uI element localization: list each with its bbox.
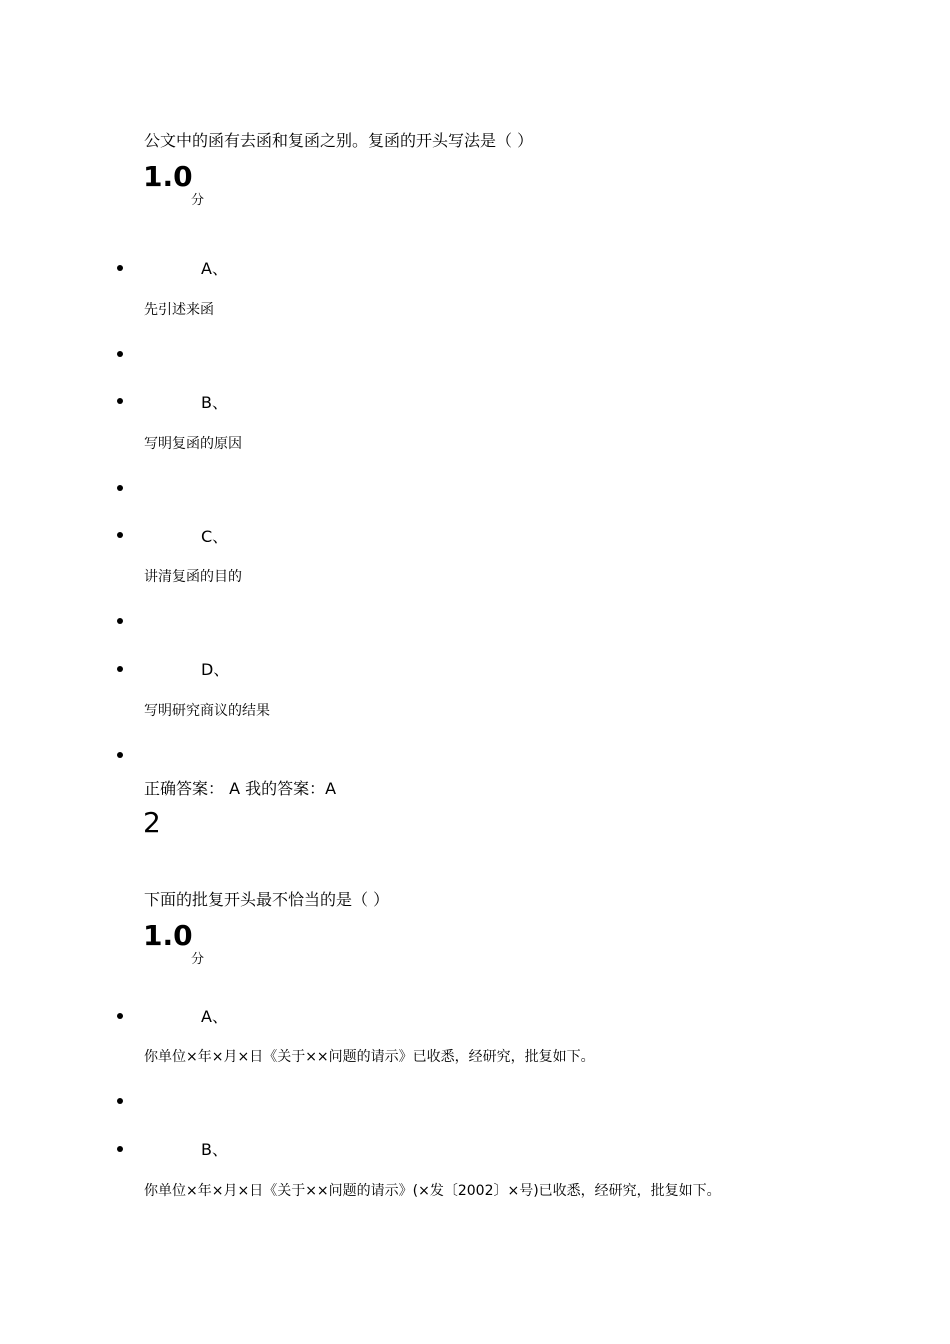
bullet-icon: [117, 666, 123, 672]
q1-option-c-letter[interactable]: C、: [201, 527, 229, 546]
q1-option-b-text: 写明复函的原因: [144, 436, 242, 452]
q2-option-a-letter[interactable]: A、: [201, 1007, 228, 1026]
bullet-icon: [117, 398, 123, 404]
question-2-number: 2: [143, 806, 161, 839]
q2-option-a-text: 你单位×年×月×日《关于××问题的请示》已收悉，经研究，批复如下。: [144, 1049, 595, 1065]
bullet-icon: [117, 752, 123, 758]
bullet-icon: [117, 1146, 123, 1152]
bullet-icon: [117, 1098, 123, 1104]
q1-option-a-text: 先引述来函: [144, 302, 214, 318]
q2-option-b-letter[interactable]: B、: [201, 1140, 228, 1159]
bullet-icon: [117, 618, 123, 624]
question-2-score: 1.0: [143, 919, 193, 952]
bullet-icon: [117, 265, 123, 271]
q1-option-a-letter[interactable]: A、: [201, 259, 228, 278]
question-1-text: 公文中的函有去函和复函之别。复函的开头写法是（ ）: [144, 131, 534, 150]
question-1-score: 1.0: [143, 160, 193, 193]
q1-option-c-text: 讲清复函的目的: [144, 569, 242, 585]
question-2-score-unit: 分: [191, 952, 205, 967]
bullet-icon: [117, 485, 123, 491]
question-2-text: 下面的批复开头最不恰当的是（ ）: [144, 890, 390, 909]
bullet-icon: [117, 1013, 123, 1019]
q1-answer-line: 正确答案： A 我的答案：A: [144, 779, 337, 798]
q1-option-b-letter[interactable]: B、: [201, 393, 228, 412]
bullet-icon: [117, 351, 123, 357]
q2-option-b-text: 你单位×年×月×日《关于××问题的请示》(×发〔2002〕×号)已收悉，经研究，批复如下。: [144, 1183, 721, 1199]
question-1-score-unit: 分: [191, 193, 205, 208]
q1-option-d-letter[interactable]: D、: [201, 660, 230, 679]
bullet-icon: [117, 532, 123, 538]
q1-option-d-text: 写明研究商议的结果: [144, 703, 270, 719]
